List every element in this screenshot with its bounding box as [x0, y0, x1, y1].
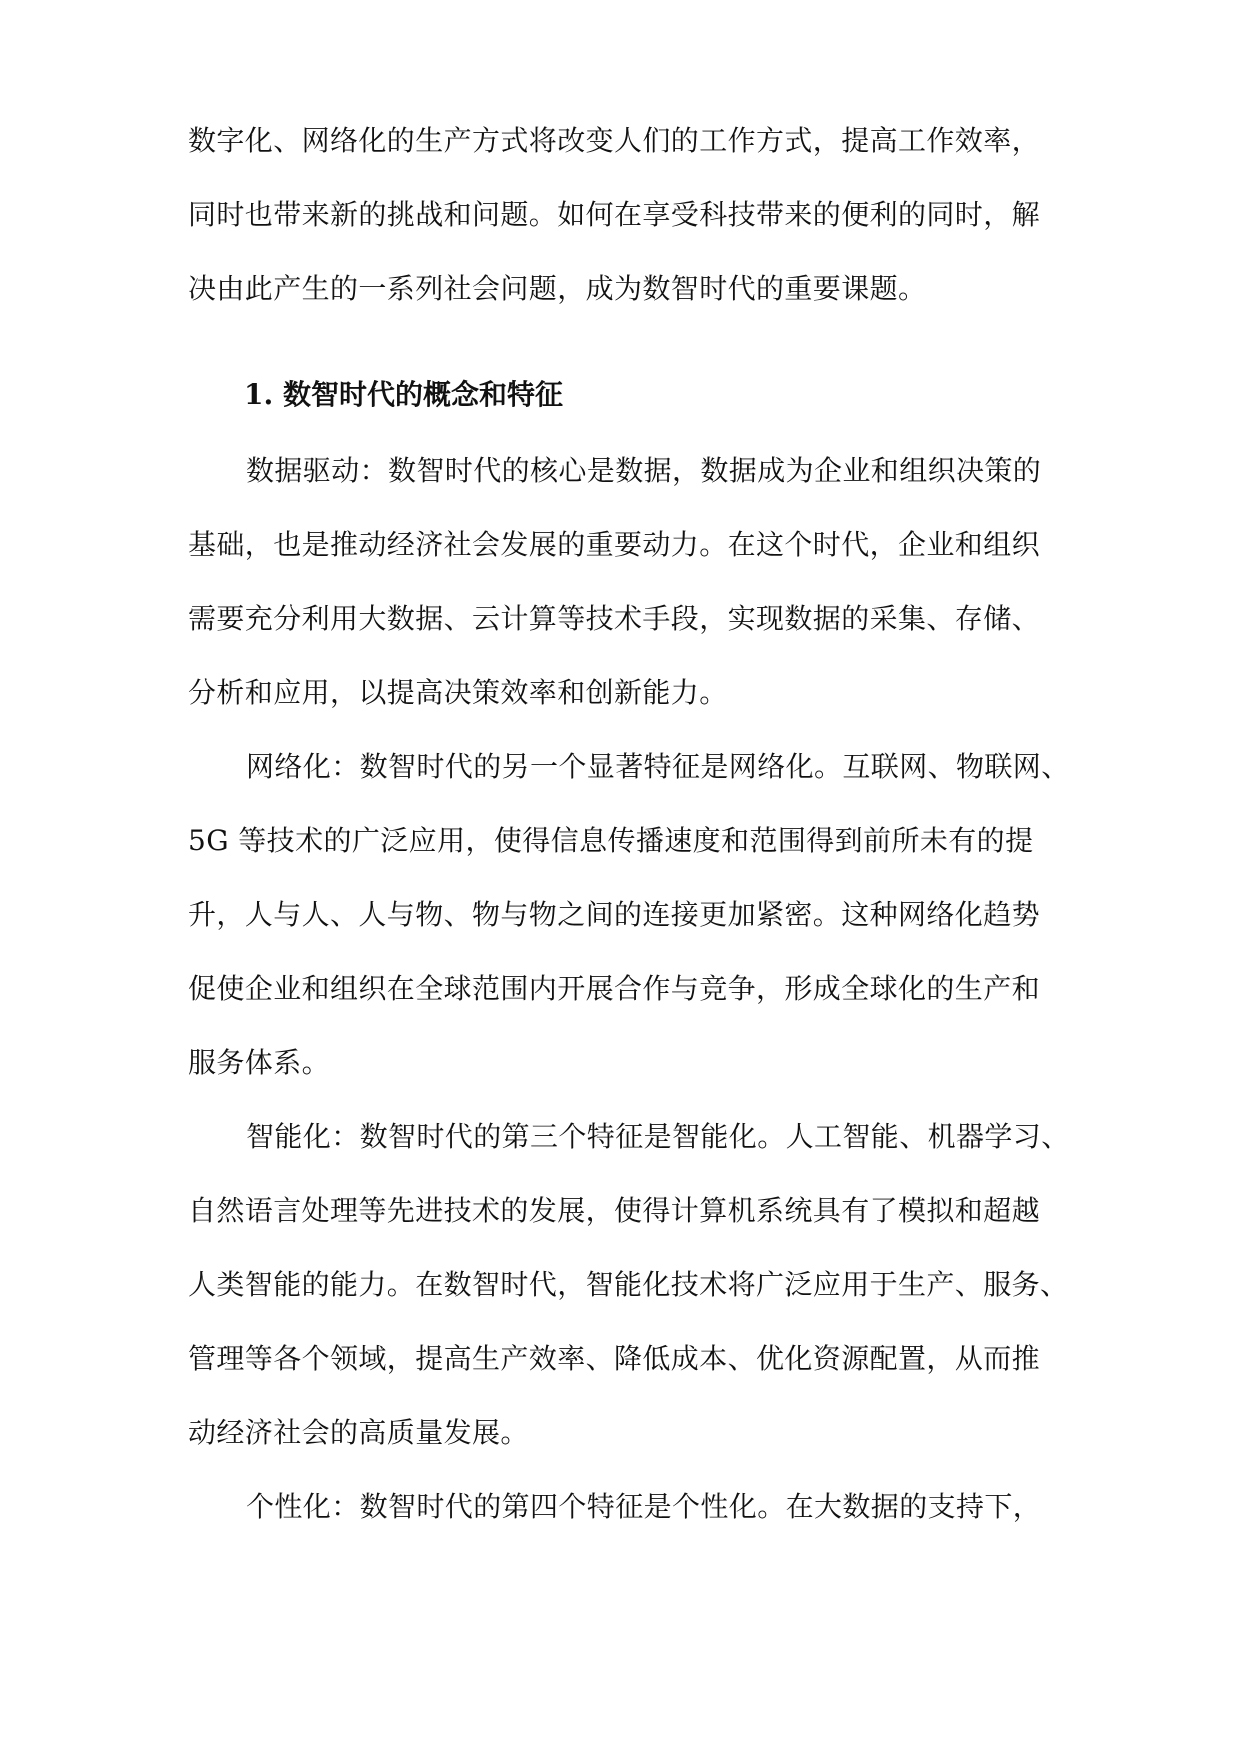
paragraph-networked: [188, 750, 1070, 1079]
paragraph-personalized: [188, 1490, 1068, 1523]
paragraph-line: 网络化：数智时代的另一个显著特征是网络化。互联网、物联网、: [246, 750, 1070, 783]
paragraph-intelligent: [188, 1120, 1070, 1449]
intro-line: 数字化、网络化的生产方式将改变人们的工作方式，提高工作效率，: [188, 124, 1041, 157]
paragraph-line: 管理等各个领域，提高生产效率、降低成本、优化资源配置，从而推: [188, 1342, 1041, 1375]
paragraph-line: 动经济社会的高质量发展。: [188, 1416, 529, 1449]
paragraph-line: 自然语言处理等先进技术的发展，使得计算机系统具有了模拟和超越: [188, 1194, 1041, 1227]
paragraph-line: 智能化：数智时代的第三个特征是智能化。人工智能、机器学习、: [246, 1120, 1070, 1153]
section-heading: 1. 数智时代的概念和特征: [244, 378, 563, 411]
paragraph-line: 升，人与人、人与物、物与物之间的连接更加紧密。这种网络化趋势: [188, 898, 1041, 931]
paragraph-line: 促使企业和组织在全球范围内开展合作与竞争，形成全球化的生产和: [188, 972, 1041, 1005]
paragraph-line: 分析和应用，以提高决策效率和创新能力。: [188, 676, 728, 709]
paragraph-line: 服务体系。: [188, 1046, 331, 1079]
intro-line: 决由此产生的一系列社会问题，成为数智时代的重要课题。: [188, 272, 927, 305]
paragraph-data-driven: [188, 454, 1068, 709]
paragraph-line: 个性化：数智时代的第四个特征是个性化。在大数据的支持下，: [246, 1490, 1042, 1523]
paragraph-line: 数据驱动：数智时代的核心是数据，数据成为企业和组织决策的: [246, 454, 1042, 487]
paragraph-line: 基础，也是推动经济社会发展的重要动力。在这个时代，企业和组织: [188, 528, 1041, 561]
intro-line: 同时也带来新的挑战和问题。如何在享受科技带来的便利的同时，解: [188, 198, 1041, 231]
paragraph-line: 5G 等技术的广泛应用，使得信息传播速度和范围得到前所未有的提: [188, 824, 1034, 857]
paragraph-line: 人类智能的能力。在数智时代，智能化技术将广泛应用于生产、服务、: [188, 1268, 1069, 1301]
document-page: [188, 124, 1070, 1567]
intro-paragraph: [188, 124, 1068, 305]
paragraph-line: 需要充分利用大数据、云计算等技术手段，实现数据的采集、存储、: [188, 602, 1041, 635]
